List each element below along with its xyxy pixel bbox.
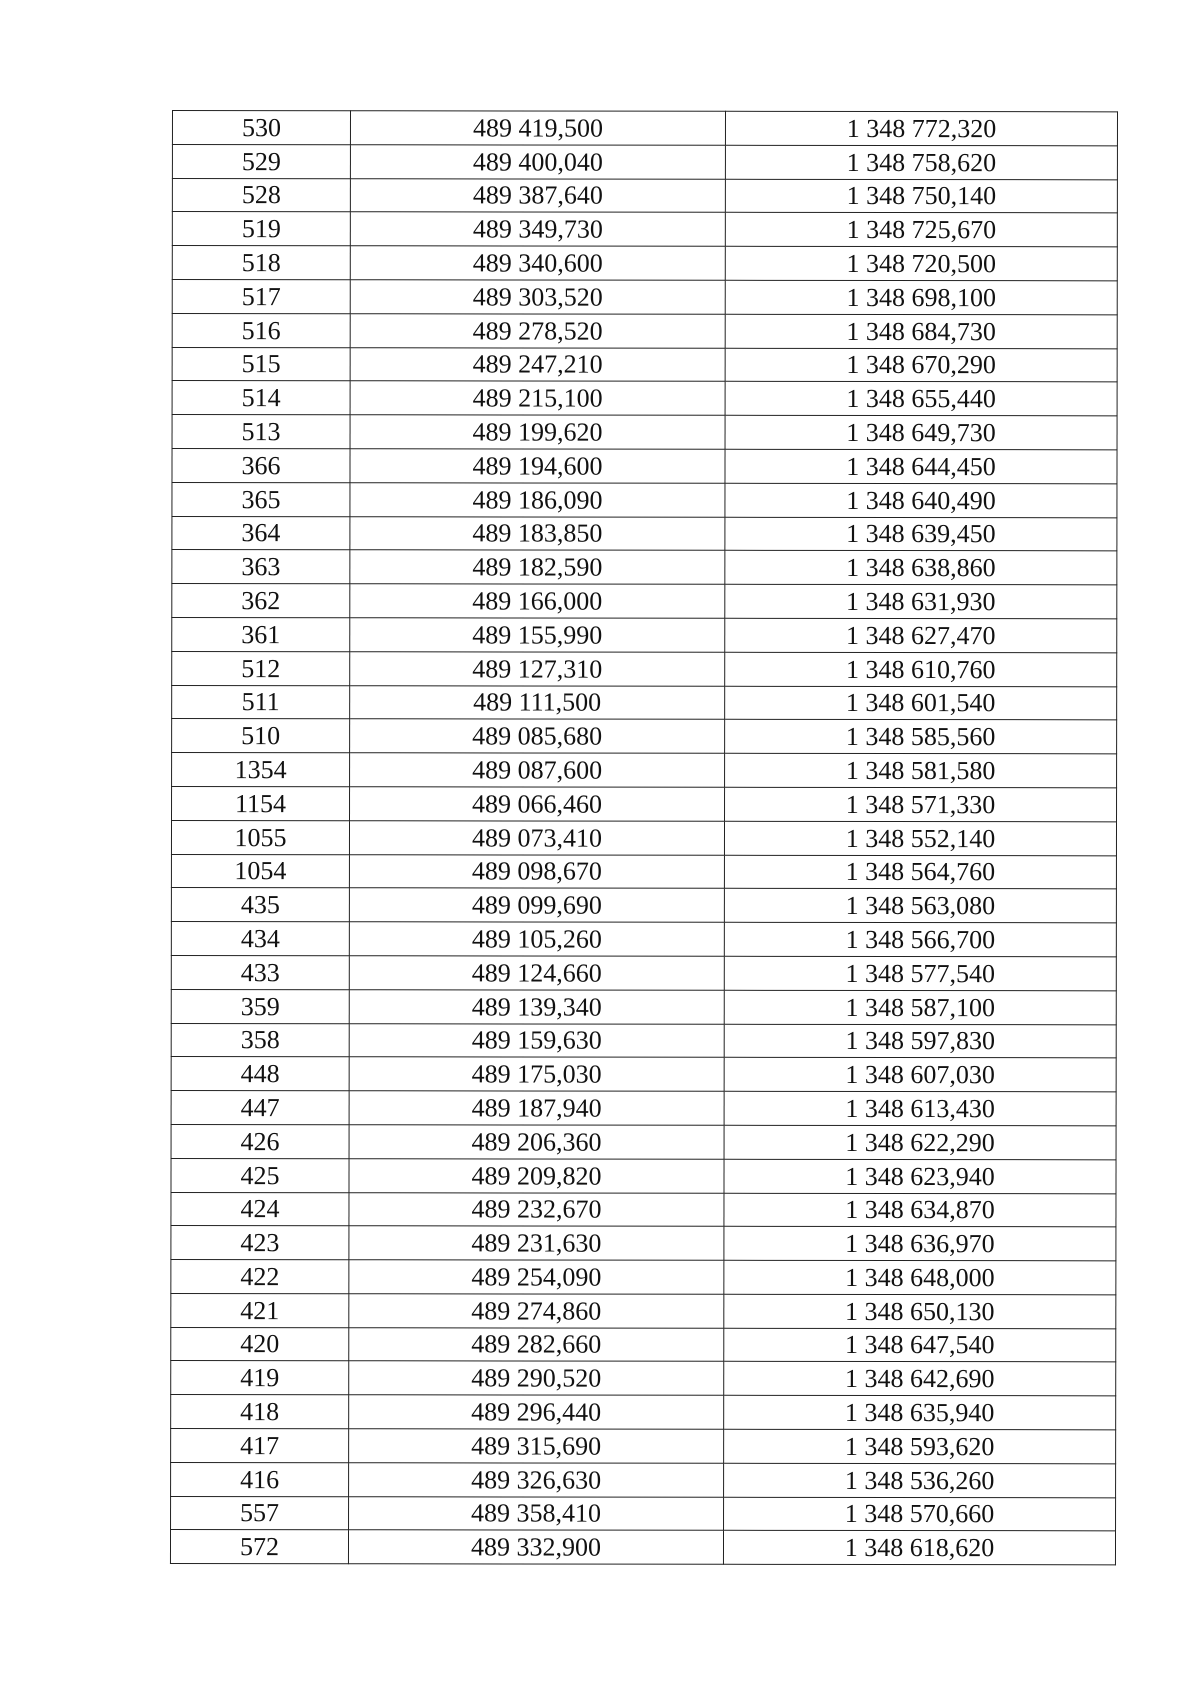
table-row: [171, 1260, 1116, 1295]
y-coordinate-cell: 1 348 622,290: [724, 1125, 1116, 1159]
table-row: [171, 1057, 1116, 1092]
table-row: [171, 1023, 1116, 1058]
y-coordinate-cell: 1 348 750,140: [725, 179, 1117, 213]
table-row: [171, 1429, 1116, 1464]
point-number-cell: 366: [172, 448, 350, 482]
x-coordinate-cell: 489 247,210: [350, 347, 725, 381]
point-number-cell: 362: [172, 584, 350, 618]
x-coordinate-cell: 489 166,000: [350, 584, 725, 618]
table-row: [172, 685, 1117, 720]
x-coordinate-cell: 489 099,690: [349, 888, 724, 922]
y-coordinate-cell: 1 348 642,690: [724, 1362, 1116, 1396]
x-coordinate-cell: 489 290,520: [349, 1361, 724, 1395]
table-row: [171, 1462, 1116, 1497]
point-number-cell: 422: [171, 1260, 349, 1294]
x-coordinate-cell: 489 419,500: [350, 111, 725, 145]
table-row: [171, 820, 1116, 855]
y-coordinate-cell: 1 348 698,100: [725, 280, 1117, 314]
y-coordinate-cell: 1 348 610,760: [725, 652, 1117, 686]
x-coordinate-cell: 489 315,690: [349, 1429, 724, 1463]
x-coordinate-cell: 489 183,850: [350, 516, 725, 550]
point-number-cell: 423: [171, 1226, 349, 1260]
table-row: [172, 279, 1117, 314]
point-number-cell: 418: [171, 1395, 349, 1429]
y-coordinate-cell: 1 348 644,450: [725, 449, 1117, 483]
y-coordinate-cell: 1 348 564,760: [724, 855, 1116, 889]
point-number-cell: 425: [171, 1158, 349, 1192]
table-row: [170, 1530, 1115, 1565]
coordinates-table-body: [170, 111, 1117, 1566]
x-coordinate-cell: 489 187,940: [349, 1091, 724, 1125]
y-coordinate-cell: 1 348 650,130: [724, 1294, 1116, 1328]
point-number-cell: 529: [172, 144, 350, 178]
y-coordinate-cell: 1 348 536,260: [724, 1463, 1116, 1497]
point-number-cell: 1154: [172, 786, 350, 820]
x-coordinate-cell: 489 124,660: [349, 956, 724, 990]
y-coordinate-cell: 1 348 647,540: [724, 1328, 1116, 1362]
y-coordinate-cell: 1 348 552,140: [724, 821, 1116, 855]
point-number-cell: 514: [172, 381, 350, 415]
y-coordinate-cell: 1 348 634,870: [724, 1193, 1116, 1227]
x-coordinate-cell: 489 358,410: [349, 1496, 724, 1530]
x-coordinate-cell: 489 215,100: [350, 381, 725, 415]
point-number-cell: 417: [171, 1429, 349, 1463]
x-coordinate-cell: 489 326,630: [349, 1463, 724, 1497]
y-coordinate-cell: 1 348 648,000: [724, 1260, 1116, 1294]
point-number-cell: 528: [172, 178, 350, 212]
table-row: [171, 1192, 1116, 1227]
x-coordinate-cell: 489 296,440: [349, 1395, 724, 1429]
table-row: [172, 415, 1117, 450]
table-row: [171, 1327, 1116, 1362]
table-row: [171, 1124, 1116, 1159]
point-number-cell: 361: [172, 617, 350, 651]
y-coordinate-cell: 1 348 570,660: [724, 1497, 1116, 1531]
x-coordinate-cell: 489 182,590: [350, 550, 725, 584]
point-number-cell: 513: [172, 415, 350, 449]
point-number-cell: 530: [172, 111, 350, 145]
point-number-cell: 358: [171, 1023, 349, 1057]
table-row: [171, 1361, 1116, 1396]
y-coordinate-cell: 1 348 639,450: [725, 517, 1117, 551]
x-coordinate-cell: 489 194,600: [350, 449, 725, 483]
point-number-cell: 1054: [171, 854, 349, 888]
table-row: [172, 550, 1117, 585]
x-coordinate-cell: 489 254,090: [349, 1260, 724, 1294]
y-coordinate-cell: 1 348 571,330: [725, 787, 1117, 821]
point-number-cell: 359: [171, 989, 349, 1023]
point-number-cell: 1055: [171, 820, 349, 854]
point-number-cell: 424: [171, 1192, 349, 1226]
table-row: [171, 1091, 1116, 1126]
x-coordinate-cell: 489 340,600: [350, 246, 725, 280]
table-row: [172, 786, 1117, 821]
table-row: [171, 955, 1116, 990]
table-row: [172, 584, 1117, 619]
y-coordinate-cell: 1 348 563,080: [724, 889, 1116, 923]
x-coordinate-cell: 489 085,680: [350, 719, 725, 753]
y-coordinate-cell: 1 348 613,430: [724, 1091, 1116, 1125]
x-coordinate-cell: 489 127,310: [350, 651, 725, 685]
x-coordinate-cell: 489 139,340: [349, 989, 724, 1023]
y-coordinate-cell: 1 348 585,560: [725, 720, 1117, 754]
table-row: [171, 854, 1116, 889]
x-coordinate-cell: 489 400,040: [350, 145, 725, 179]
x-coordinate-cell: 489 199,620: [350, 415, 725, 449]
coordinates-table: [170, 110, 1118, 1566]
y-coordinate-cell: 1 348 601,540: [725, 686, 1117, 720]
y-coordinate-cell: 1 348 587,100: [724, 990, 1116, 1024]
x-coordinate-cell: 489 332,900: [348, 1530, 723, 1564]
point-number-cell: 419: [171, 1361, 349, 1395]
point-number-cell: 363: [172, 550, 350, 584]
y-coordinate-cell: 1 348 593,620: [724, 1429, 1116, 1463]
table-row: [171, 888, 1116, 923]
x-coordinate-cell: 489 159,630: [349, 1023, 724, 1057]
table-row: [172, 753, 1117, 788]
point-number-cell: 433: [171, 955, 349, 989]
x-coordinate-cell: 489 282,660: [349, 1327, 724, 1361]
point-number-cell: 421: [171, 1293, 349, 1327]
point-number-cell: 448: [171, 1057, 349, 1091]
table-row: [172, 381, 1117, 416]
y-coordinate-cell: 1 348 636,970: [724, 1227, 1116, 1261]
x-coordinate-cell: 489 186,090: [350, 483, 725, 517]
table-row: [172, 482, 1117, 517]
point-number-cell: 515: [172, 347, 350, 381]
point-number-cell: 512: [172, 651, 350, 685]
x-coordinate-cell: 489 274,860: [349, 1294, 724, 1328]
table-row: [171, 1496, 1116, 1531]
table-row: [172, 448, 1117, 483]
y-coordinate-cell: 1 348 627,470: [725, 618, 1117, 652]
point-number-cell: 1354: [172, 753, 350, 787]
y-coordinate-cell: 1 348 649,730: [725, 415, 1117, 449]
table-row: [172, 246, 1117, 281]
point-number-cell: 434: [171, 922, 349, 956]
point-number-cell: 519: [172, 212, 350, 246]
table-row: [171, 1395, 1116, 1430]
y-coordinate-cell: 1 348 640,490: [725, 483, 1117, 517]
x-coordinate-cell: 489 155,990: [350, 618, 725, 652]
table-row: [171, 1293, 1116, 1328]
y-coordinate-cell: 1 348 581,580: [725, 753, 1117, 787]
x-coordinate-cell: 489 175,030: [349, 1057, 724, 1091]
point-number-cell: 416: [171, 1462, 349, 1496]
point-number-cell: 517: [172, 279, 350, 313]
point-number-cell: 557: [171, 1496, 349, 1530]
y-coordinate-cell: 1 348 684,730: [725, 314, 1117, 348]
x-coordinate-cell: 489 387,640: [350, 178, 725, 212]
table-row: [172, 347, 1117, 382]
table-row: [171, 1226, 1116, 1261]
point-number-cell: 447: [171, 1091, 349, 1125]
x-coordinate-cell: 489 087,600: [350, 753, 725, 787]
point-number-cell: 435: [171, 888, 349, 922]
point-number-cell: 572: [170, 1530, 348, 1564]
y-coordinate-cell: 1 348 597,830: [724, 1024, 1116, 1058]
x-coordinate-cell: 489 098,670: [349, 854, 724, 888]
x-coordinate-cell: 489 206,360: [349, 1125, 724, 1159]
y-coordinate-cell: 1 348 577,540: [724, 956, 1116, 990]
x-coordinate-cell: 489 066,460: [350, 787, 725, 821]
y-coordinate-cell: 1 348 607,030: [724, 1058, 1116, 1092]
table-row: [172, 178, 1117, 213]
point-number-cell: 511: [172, 685, 350, 719]
y-coordinate-cell: 1 348 670,290: [725, 348, 1117, 382]
y-coordinate-cell: 1 348 631,930: [725, 584, 1117, 618]
point-number-cell: 510: [172, 719, 350, 753]
point-number-cell: 518: [172, 246, 350, 280]
x-coordinate-cell: 489 303,520: [350, 280, 725, 314]
table-row: [172, 212, 1117, 247]
x-coordinate-cell: 489 349,730: [350, 212, 725, 246]
y-coordinate-cell: 1 348 720,500: [725, 246, 1117, 280]
y-coordinate-cell: 1 348 638,860: [725, 551, 1117, 585]
point-number-cell: 426: [171, 1124, 349, 1158]
table-row: [172, 719, 1117, 754]
x-coordinate-cell: 489 105,260: [349, 922, 724, 956]
y-coordinate-cell: 1 348 623,940: [724, 1159, 1116, 1193]
table-row: [171, 922, 1116, 957]
point-number-cell: 420: [171, 1327, 349, 1361]
y-coordinate-cell: 1 348 772,320: [725, 111, 1117, 145]
y-coordinate-cell: 1 348 725,670: [725, 213, 1117, 247]
point-number-cell: 516: [172, 313, 350, 347]
x-coordinate-cell: 489 278,520: [350, 314, 725, 348]
x-coordinate-cell: 489 232,670: [349, 1192, 724, 1226]
y-coordinate-cell: 1 348 758,620: [725, 145, 1117, 179]
x-coordinate-cell: 489 231,630: [349, 1226, 724, 1260]
table-row: [172, 313, 1117, 348]
table-row: [172, 111, 1117, 146]
x-coordinate-cell: 489 073,410: [349, 820, 724, 854]
table-row: [171, 989, 1116, 1024]
y-coordinate-cell: 1 348 618,620: [723, 1531, 1115, 1565]
x-coordinate-cell: 489 111,500: [350, 685, 725, 719]
y-coordinate-cell: 1 348 635,940: [724, 1396, 1116, 1430]
y-coordinate-cell: 1 348 566,700: [724, 922, 1116, 956]
table-row: [172, 651, 1117, 686]
x-coordinate-cell: 489 209,820: [349, 1158, 724, 1192]
table-row: [172, 617, 1117, 652]
point-number-cell: 365: [172, 482, 350, 516]
point-number-cell: 364: [172, 516, 350, 550]
table-row: [172, 144, 1117, 179]
table-row: [172, 516, 1117, 551]
table-row: [171, 1158, 1116, 1193]
y-coordinate-cell: 1 348 655,440: [725, 382, 1117, 416]
